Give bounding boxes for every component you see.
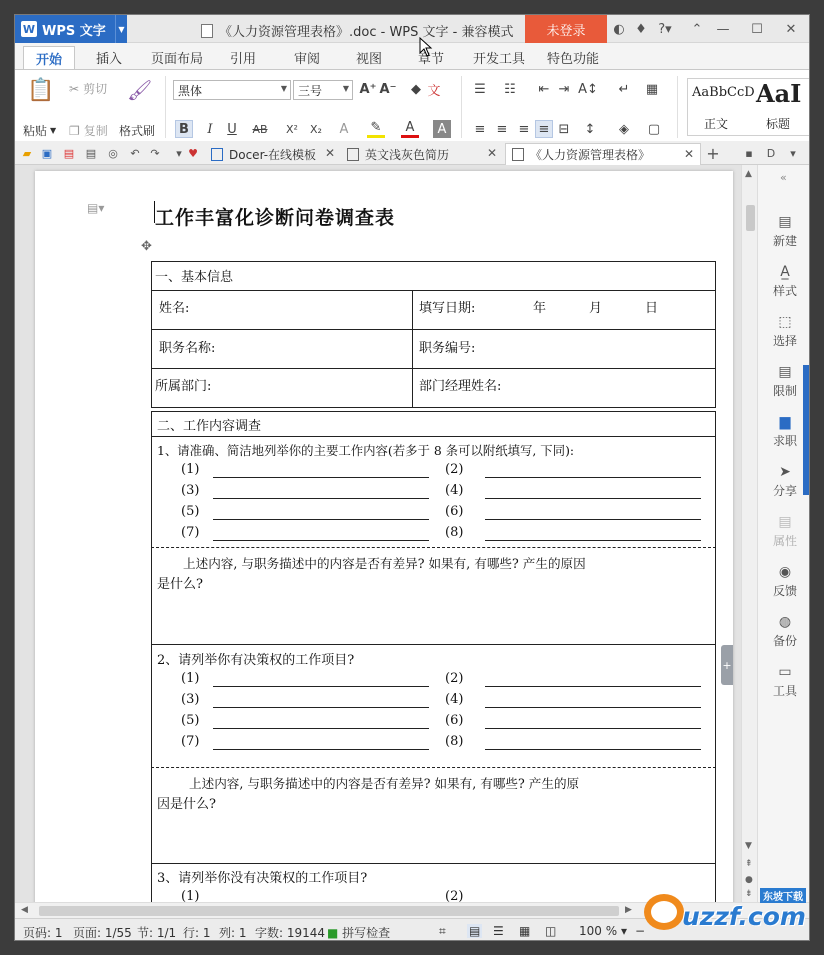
watermark-sub: 东坡下载 <box>760 888 806 903</box>
separator <box>461 76 462 138</box>
spell-check-toggle[interactable]: ■ 拼写检查 <box>327 926 391 940</box>
style-heading[interactable]: AaI <box>756 79 802 108</box>
app-name: WPS 文字 <box>42 23 106 39</box>
fill-icon[interactable]: ◈ <box>619 121 629 137</box>
properties-icon: ▤ <box>778 513 792 530</box>
sidebar-new[interactable]: ▤ 新建 <box>772 213 797 248</box>
wps-logo-icon: W <box>22 22 36 36</box>
question-3: 3、请列举你没有决策权的工作项目? <box>157 871 368 886</box>
day-unit: 日 <box>645 301 659 316</box>
bullet-list-icon[interactable]: ☰ <box>474 81 486 97</box>
ribbon-tabs <box>15 43 810 69</box>
dashed-divider <box>151 767 716 768</box>
dept-label: 所属部门: <box>155 379 212 394</box>
line-spacing-icon[interactable]: ↕ <box>584 121 596 137</box>
status-word-count[interactable]: 字数: 19144 <box>255 926 326 940</box>
paragraph-handle-icon[interactable]: ▤▾ <box>87 201 105 215</box>
answer-line[interactable] <box>485 728 701 729</box>
pinyin-icon[interactable]: 文 <box>427 83 441 99</box>
briefcase-icon: ▆ <box>779 413 791 430</box>
table-move-icon[interactable]: ✥ <box>141 239 152 254</box>
status-col: 列: 1 <box>219 926 247 940</box>
tab-list-icon[interactable]: ▪ <box>745 146 753 160</box>
paste-icon[interactable]: 📋 <box>27 78 55 103</box>
item-label: (8) <box>445 734 464 749</box>
answer-line[interactable] <box>213 519 429 520</box>
status-row: 行: 1 <box>183 926 211 940</box>
document-icon <box>347 148 359 161</box>
close-tab-icon[interactable]: ✕ <box>683 147 694 161</box>
tab-review[interactable]: 审阅 <box>293 52 320 67</box>
scroll-right-icon[interactable]: ▶ <box>625 905 632 915</box>
answer-line[interactable] <box>213 477 429 478</box>
zoom-level[interactable]: 100 % <box>579 924 618 938</box>
decrease-indent-icon[interactable]: ⇤ <box>538 81 550 97</box>
copy-icon: ❐ <box>69 123 80 138</box>
minimize-icon[interactable]: — <box>716 21 730 37</box>
scroll-thumb[interactable] <box>39 906 619 916</box>
style-normal-label: 正文 <box>704 117 729 131</box>
login-button[interactable]: 未登录 <box>525 15 607 43</box>
watermark-text: uzzf.com <box>682 902 806 931</box>
item-label: (1) <box>181 889 200 902</box>
scroll-down-icon[interactable]: ▼ <box>745 841 752 851</box>
q1-followup: 上述内容, 与职务描述中的内容是否有差异? 如果有, 有哪些? 产生的原因 <box>183 556 586 571</box>
answer-line[interactable] <box>213 686 429 687</box>
answer-line[interactable] <box>213 728 429 729</box>
close-icon[interactable]: ✕ <box>785 21 797 37</box>
sidebar-select[interactable]: ⬚ 选择 <box>772 313 797 348</box>
zoom-dropdown-icon[interactable]: ▾ <box>621 924 628 938</box>
answer-line[interactable] <box>485 519 701 520</box>
title-bar <box>15 15 810 43</box>
q2-followup-cont: 因是什么? <box>157 797 216 812</box>
sidebar-style[interactable]: A̲ 样式 <box>772 263 797 298</box>
table-icon[interactable]: ▦ <box>645 81 659 97</box>
align-left-icon[interactable]: ≡ <box>474 121 486 137</box>
answer-line[interactable] <box>485 477 701 478</box>
paste-button[interactable]: 粘贴 ▼ <box>23 124 57 138</box>
skin-icon[interactable]: ◐ <box>613 21 625 37</box>
section2-heading: 二、工作内容调查 <box>157 419 262 434</box>
tab-references[interactable]: 引用 <box>229 52 256 67</box>
ribbon-home <box>15 69 810 145</box>
send-icon: ➤ <box>779 463 791 480</box>
item-label: (1) <box>181 671 200 686</box>
document-area[interactable] <box>15 165 741 902</box>
browse-object-icon[interactable]: ● <box>745 875 753 885</box>
wps-window <box>14 14 810 941</box>
strikethrough-icon[interactable]: AB <box>252 122 268 136</box>
document-icon <box>512 148 524 161</box>
item-label: (4) <box>445 483 464 498</box>
item-label: (7) <box>181 525 200 540</box>
superscript-icon[interactable]: X² <box>286 122 298 136</box>
document-title: 工作丰富化诊断问卷调查表 <box>155 207 396 229</box>
document-tabs-bar <box>15 141 810 165</box>
separator <box>165 76 166 138</box>
document-page[interactable] <box>35 171 733 902</box>
docer-small-icon[interactable]: D <box>766 146 776 160</box>
copy-button[interactable]: ❐ 复制 <box>69 123 108 138</box>
section1-heading: 一、基本信息 <box>155 270 234 285</box>
undo-icon[interactable]: ↶ <box>130 146 140 160</box>
site-watermark <box>632 880 812 936</box>
highlight-icon[interactable]: ✎ <box>367 120 385 138</box>
tab-insert[interactable]: 插入 <box>95 52 122 67</box>
status-section: 节: 1/1 <box>137 926 177 940</box>
export-pdf-icon[interactable]: ▤ <box>63 146 75 160</box>
backup-icon: ◍ <box>778 613 792 630</box>
check-icon: ■ <box>327 926 339 940</box>
chevron-down-icon: ▼ <box>50 126 57 135</box>
scroll-thumb[interactable] <box>746 205 755 231</box>
justify-icon[interactable]: ≡ <box>535 120 553 138</box>
doc-tab-docer[interactable]: Docer-在线模板 ✕ <box>205 143 341 165</box>
subscript-icon[interactable]: X₂ <box>310 122 322 136</box>
answer-line[interactable] <box>485 749 701 750</box>
line-break-icon[interactable]: ↵ <box>618 81 630 97</box>
answer-line[interactable] <box>213 707 429 708</box>
sidebar-feedback[interactable]: ◉ 反馈 <box>772 563 797 598</box>
dashed-divider <box>151 547 716 548</box>
sidebar-share[interactable]: ➤ 分享 <box>772 463 797 498</box>
vertical-scrollbar[interactable] <box>741 165 757 902</box>
item-label: (3) <box>181 692 200 707</box>
expand-panel-button[interactable]: + <box>721 645 733 685</box>
new-tab-icon[interactable]: + <box>706 143 720 163</box>
pane-toggle-icon[interactable]: « <box>780 171 787 184</box>
focus-mode-icon[interactable]: ⌗ <box>439 924 446 938</box>
item-label: (5) <box>181 713 200 728</box>
item-label: (4) <box>445 692 464 707</box>
format-painter-button[interactable]: 格式刷 <box>119 124 156 138</box>
scroll-up-icon[interactable]: ▲ <box>745 169 752 179</box>
item-label: (1) <box>181 462 200 477</box>
sidebar-restrict[interactable]: ▤ 限制 <box>772 363 797 398</box>
numbered-list-icon[interactable]: ☷ <box>504 81 516 97</box>
sidebar-job[interactable]: ▆ 求职 <box>772 413 797 448</box>
chevron-down-icon: ▼ <box>280 84 287 93</box>
doc-tab-hr-tables[interactable]: 《人力资源管理表格》 ✕ <box>505 143 701 165</box>
row-divider <box>151 644 716 645</box>
item-label: (5) <box>181 504 200 519</box>
doc-tab-resume[interactable]: 英文浅灰色简历 ✕ <box>341 143 503 165</box>
sidebar-backup[interactable]: ◍ 备份 <box>772 613 797 648</box>
align-center-icon[interactable]: ≡ <box>496 121 508 137</box>
q1-followup-cont: 是什么? <box>157 577 203 592</box>
grow-font-icon[interactable]: A⁺ <box>359 81 377 97</box>
position-label: 职务名称: <box>159 341 216 356</box>
item-label: (8) <box>445 525 464 540</box>
bold-icon[interactable]: B <box>175 120 193 138</box>
date-label: 填写日期: <box>419 301 476 316</box>
text-direction-icon[interactable]: A↕ <box>578 81 598 97</box>
close-tab-icon[interactable]: ✕ <box>324 146 335 160</box>
status-page-code: 页码: 1 <box>23 926 63 940</box>
chat-icon: ◉ <box>778 563 792 580</box>
font-color-icon[interactable]: A <box>401 120 419 138</box>
cut-button[interactable]: ✂ 剪切 <box>69 81 108 96</box>
underline-icon[interactable]: U <box>227 121 237 137</box>
zoom-out-icon[interactable]: − <box>635 924 646 938</box>
new-doc-icon: ▤ <box>778 213 792 230</box>
borders-icon[interactable]: ▢ <box>647 121 661 137</box>
month-unit: 月 <box>589 301 603 316</box>
web-view-icon[interactable]: ▦ <box>519 924 531 938</box>
answer-line[interactable] <box>213 498 429 499</box>
item-label: (7) <box>181 734 200 749</box>
item-label: (2) <box>445 671 464 686</box>
quick-access-menu-icon[interactable]: ▾ <box>176 146 182 160</box>
docer-icon <box>211 148 223 161</box>
print-preview-icon[interactable]: ◎ <box>108 146 118 160</box>
tab-home[interactable]: 开始 <box>23 46 75 69</box>
answer-line[interactable] <box>213 540 429 541</box>
reading-view-icon[interactable]: ◫ <box>545 924 557 938</box>
pane-edge-tab[interactable] <box>803 365 809 495</box>
question-1: 1、请准确、简洁地列举你的主要工作内容(若多于 8 条可以附纸填写, 下同): <box>157 443 575 458</box>
item-label: (6) <box>445 713 464 728</box>
document-icon <box>201 24 213 38</box>
tab-chapter[interactable]: 章节 <box>417 52 444 67</box>
tab-menu-icon[interactable]: ▾ <box>790 146 796 160</box>
align-right-icon[interactable]: ≡ <box>518 121 530 137</box>
style-normal[interactable]: AaBbCcD <box>692 85 755 100</box>
year-unit: 年 <box>533 301 547 316</box>
item-label: (3) <box>181 483 200 498</box>
cursor-icon: ⬚ <box>778 313 792 330</box>
item-label: (2) <box>445 462 464 477</box>
chevron-down-icon: ▼ <box>342 84 349 93</box>
sidebar-properties[interactable]: ▤ 属性 <box>772 513 797 548</box>
section1-row <box>151 261 716 291</box>
scroll-left-icon[interactable]: ◀ <box>21 905 28 915</box>
app-menu-button[interactable] <box>15 15 127 43</box>
font-name-select[interactable]: 黑体 ▼ <box>173 80 291 100</box>
name-label: 姓名: <box>159 301 190 316</box>
manager-label: 部门经理姓名: <box>419 379 502 394</box>
collapse-ribbon-icon[interactable]: ⌃ <box>691 21 703 37</box>
docer-heart-icon[interactable]: ♥ <box>188 146 198 160</box>
answer-line[interactable] <box>485 686 701 687</box>
prev-page-icon[interactable]: ⇞ <box>745 859 753 869</box>
brush-icon[interactable]: 🖌 <box>127 78 153 102</box>
open-folder-icon[interactable]: ▰ <box>22 146 32 160</box>
toolbox-icon: ▭ <box>778 663 792 680</box>
answer-line[interactable] <box>213 749 429 750</box>
sidebar-tools[interactable]: ▭ 工具 <box>772 663 797 698</box>
question-2: 2、请列举你有决策权的工作项目? <box>157 653 355 668</box>
close-tab-icon[interactable]: ✕ <box>486 146 497 160</box>
q2-followup: 上述内容, 与职务描述中的内容是否有差异? 如果有, 有哪些? 产生的原 <box>189 776 580 791</box>
style-gallery <box>687 78 810 136</box>
text-effect-icon[interactable]: A <box>339 121 349 137</box>
answer-line[interactable] <box>485 540 701 541</box>
save-icon[interactable]: ▣ <box>41 146 53 160</box>
name-cell[interactable] <box>151 290 413 330</box>
window-title: 《人力资源管理表格》.doc - WPS 文字 - 兼容模式 <box>201 21 513 40</box>
tab-page-layout[interactable]: 页面布局 <box>150 52 203 67</box>
tab-view[interactable]: 视图 <box>355 52 382 67</box>
print-icon[interactable]: ▤ <box>85 146 97 160</box>
position-no-label: 职务编号: <box>419 341 476 356</box>
tab-developer[interactable]: 开发工具 <box>472 52 525 67</box>
font-size-select[interactable]: 三号 ▼ <box>293 80 353 100</box>
distribute-icon[interactable]: ⊟ <box>558 121 570 137</box>
outline-view-icon[interactable]: ☰ <box>493 924 504 938</box>
italic-icon[interactable]: I <box>207 121 213 137</box>
shirt-icon[interactable]: ♦ <box>635 21 647 37</box>
style-icon: A̲ <box>780 263 790 280</box>
lock-doc-icon: ▤ <box>778 363 792 380</box>
maximize-icon[interactable]: ☐ <box>751 21 763 37</box>
mouse-cursor-icon <box>419 37 433 57</box>
redo-icon[interactable]: ↷ <box>150 146 160 160</box>
char-shading-icon[interactable]: A <box>433 120 451 138</box>
status-pages[interactable]: 页面: 1/55 <box>73 926 132 940</box>
clear-format-icon[interactable]: ◆ <box>411 81 421 97</box>
increase-indent-icon[interactable]: ⇥ <box>558 81 570 97</box>
shrink-font-icon[interactable]: A⁻ <box>379 81 397 97</box>
row-divider <box>151 863 716 864</box>
next-page-icon[interactable]: ⇟ <box>745 889 753 899</box>
tab-special[interactable]: 特色功能 <box>546 52 599 67</box>
help-icon[interactable]: ?▾ <box>658 21 672 37</box>
style-heading-label: 标题 <box>766 117 791 131</box>
chevron-down-icon[interactable]: ▼ <box>115 15 127 43</box>
separator <box>677 76 678 138</box>
right-task-pane <box>757 165 810 902</box>
page-view-icon[interactable]: ▤ <box>469 924 481 938</box>
answer-line[interactable] <box>485 498 701 499</box>
item-label: (6) <box>445 504 464 519</box>
answer-line[interactable] <box>485 707 701 708</box>
item-label: (2) <box>445 889 464 902</box>
scissors-icon: ✂ <box>69 81 80 96</box>
